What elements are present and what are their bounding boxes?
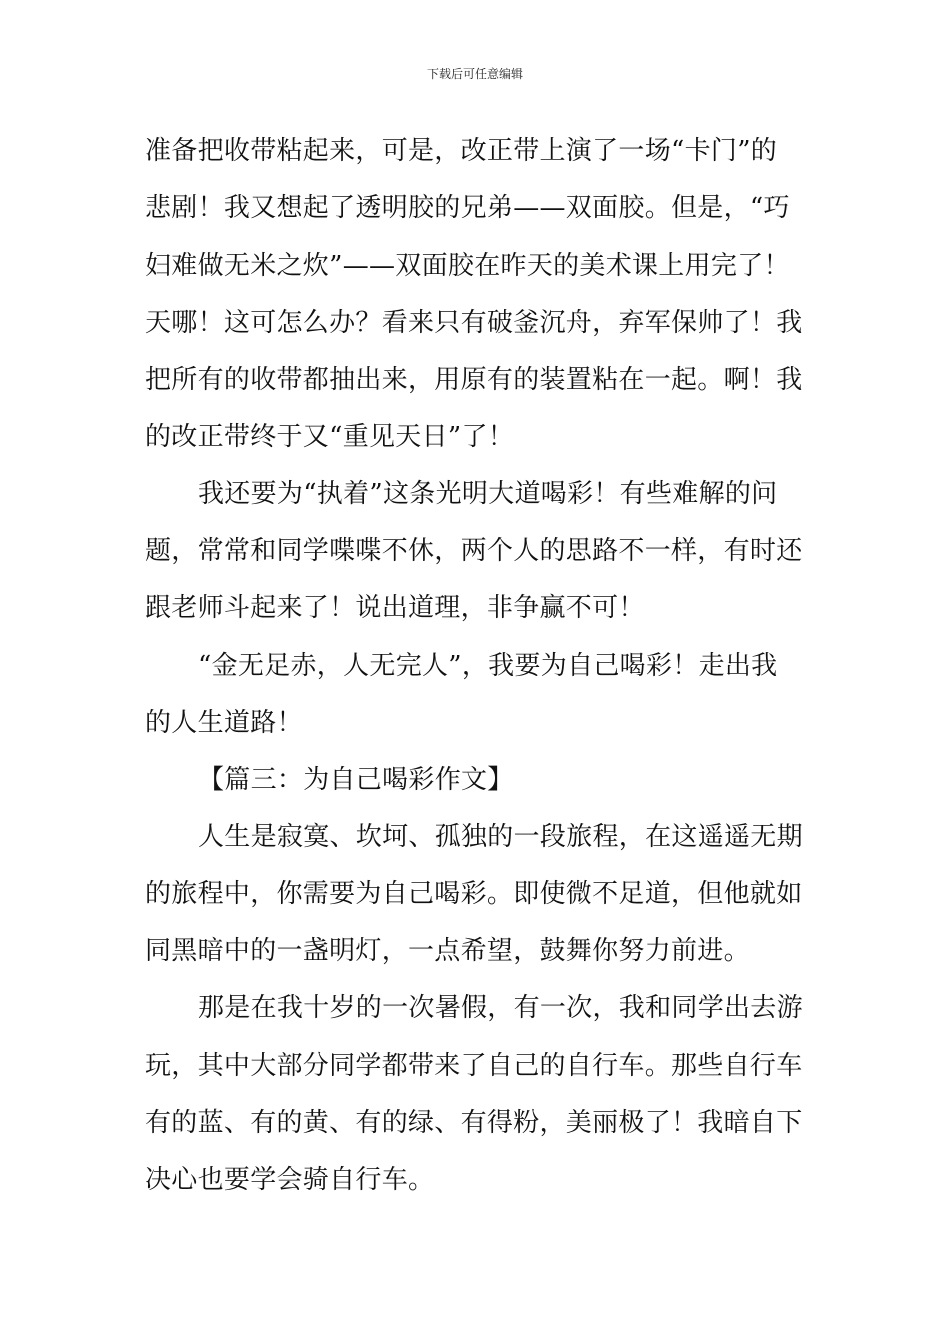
text-line: 把所有的收带都抽出来，用原有的装置粘在一起。啊！我 bbox=[145, 365, 803, 395]
text-line: 天哪！这可怎么办？看来只有破釜沉舟，弃军保帅了！我 bbox=[145, 308, 803, 338]
text-line: 题，常常和同学喋喋不休，两个人的思路不一样，有时还 bbox=[145, 536, 803, 566]
text-line: 的改正带终于又“重见天日”了！ bbox=[145, 422, 515, 452]
section-heading: 【篇三：为自己喝彩作文】 bbox=[198, 765, 514, 795]
text-line: 决心也要学会骑自行车。 bbox=[145, 1165, 435, 1195]
text-line: 我还要为“执着”这条光明大道喝彩！有些难解的问 bbox=[198, 479, 778, 509]
text-line: “金无足赤，人无完人”，我要为自己喝彩！走出我 bbox=[198, 651, 778, 681]
text-line: 同黑暗中的一盏明灯，一点希望，鼓舞你努力前进。 bbox=[145, 936, 750, 966]
text-line: 那是在我十岁的一次暑假，有一次，我和同学出去游 bbox=[198, 993, 803, 1023]
text-line: 妇难做无米之炊”——双面胶在昨天的美术课上用完了！ bbox=[145, 251, 790, 281]
page-header: 下载后可任意编辑 bbox=[426, 67, 523, 81]
text-line: 有的蓝、有的黄、有的绿、有得粉，美丽极了！我暗自下 bbox=[145, 1108, 803, 1138]
text-line: 的旅程中，你需要为自己喝彩。即使微不足道，但他就如 bbox=[145, 879, 803, 909]
text-line: 悲剧！我又想起了透明胶的兄弟——双面胶。但是，“巧 bbox=[145, 193, 790, 223]
text-line: 准备把收带粘起来，可是，改正带上演了一场“卡门”的 bbox=[145, 136, 778, 166]
text-line: 跟老师斗起来了！说出道理，非争赢不可！ bbox=[145, 593, 645, 623]
text-line: 人生是寂寞、坎坷、孤独的一段旅程，在这遥遥无期 bbox=[198, 822, 803, 852]
text-line: 的人生道路！ bbox=[145, 708, 303, 738]
text-line: 玩，其中大部分同学都带来了自己的自行车。那些自行车 bbox=[145, 1051, 803, 1081]
